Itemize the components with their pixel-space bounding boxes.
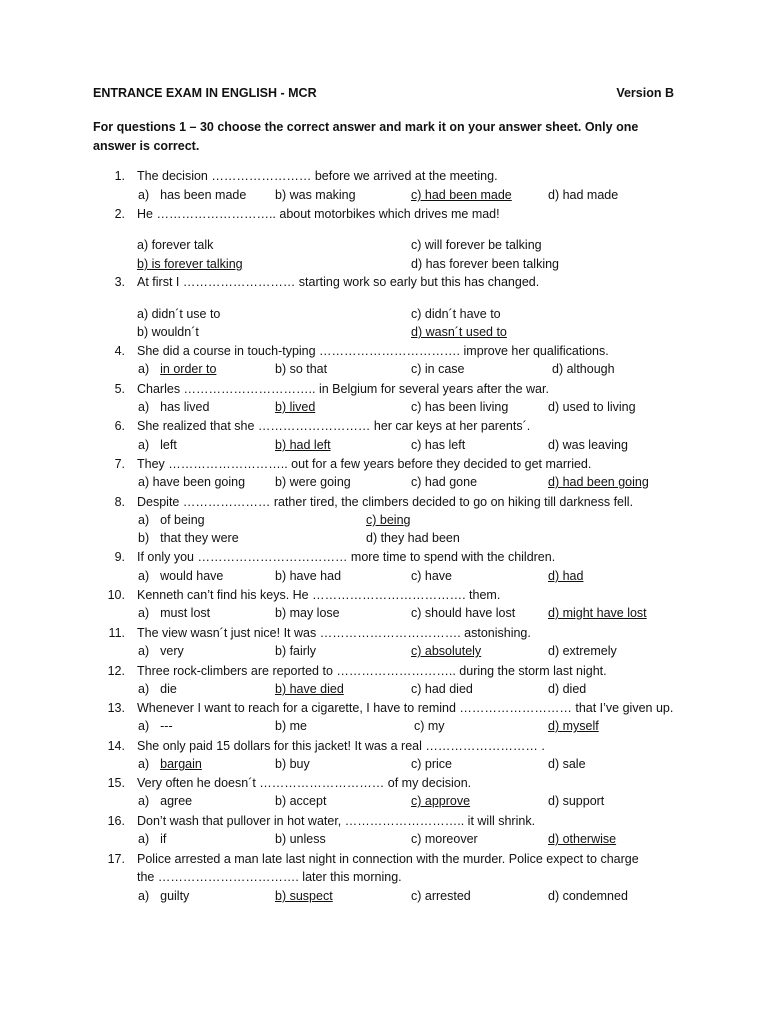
answer-option-correct[interactable] [411, 792, 470, 810]
answer-option-correct[interactable] [275, 680, 344, 698]
option-letter: a) [138, 644, 150, 658]
option-text: b) have had [275, 569, 342, 583]
question-text: Very often he doesn´t ………………………… of my decision. [137, 776, 472, 790]
question-text: If only you ……………………………… more time to spend with the children. [137, 550, 556, 564]
option-text: bargain [160, 757, 202, 771]
option-text: c) has left [411, 438, 466, 452]
option-text: b) had left [275, 438, 331, 452]
answer-option[interactable] [275, 473, 351, 491]
version-label: Version B [616, 86, 674, 100]
answer-option[interactable] [138, 186, 246, 204]
option-text: c) in case [411, 362, 465, 376]
option-text: b) wouldn´t [137, 325, 199, 339]
question-number: 6. [114, 419, 125, 433]
answer-option[interactable] [138, 792, 192, 810]
option-text: has been made [160, 188, 247, 202]
answer-option[interactable] [138, 830, 166, 848]
answer-option[interactable] [411, 305, 501, 323]
option-letter: a) [138, 569, 150, 583]
answer-option[interactable] [411, 436, 465, 454]
option-text: b) buy [275, 757, 310, 771]
question-number: 3. [114, 275, 125, 289]
answer-option[interactable] [138, 642, 184, 660]
option-text: d) has forever been talking [411, 257, 560, 271]
question-text: The decision …………………… before we arrived at the meeting. [137, 169, 498, 183]
answer-option-correct[interactable] [275, 887, 333, 905]
answer-option[interactable] [275, 186, 356, 204]
question-number: 5. [114, 382, 125, 396]
option-text: c) price [411, 757, 452, 771]
question-text: At first I ……………………… starting work so early but this has changed. [137, 275, 540, 289]
question-number: 11. [108, 626, 125, 640]
option-letter: a) [138, 682, 150, 696]
question-number: 9. [114, 550, 125, 564]
option-text: in order to [160, 362, 217, 376]
answer-option-correct[interactable] [548, 473, 649, 491]
option-letter: a) [138, 362, 150, 376]
question-text-continued: the ……………………………. later this morning. [137, 870, 402, 884]
option-letter: a) [138, 757, 150, 771]
answer-option-correct[interactable] [275, 398, 315, 416]
option-text: c) will forever be talking [411, 238, 542, 252]
answer-option[interactable] [552, 360, 615, 378]
option-text: b) fairly [275, 644, 316, 658]
option-text: b) may lose [275, 606, 340, 620]
option-letter: a) [138, 400, 150, 414]
option-letter: b) [138, 531, 150, 545]
answer-option[interactable] [411, 398, 508, 416]
question-number: 14. [107, 739, 125, 753]
answer-option-correct[interactable] [411, 323, 507, 341]
option-text: c) didn´t have to [411, 307, 501, 321]
option-letter: a) [138, 794, 150, 808]
question-number: 15. [107, 776, 125, 790]
answer-option-correct[interactable] [411, 642, 481, 660]
option-letter: a) [138, 719, 150, 733]
option-text: if [160, 832, 167, 846]
question-text: Don’t wash that pullover in hot water, ……………………….. it will shrink. [137, 814, 536, 828]
option-text: c) had died [411, 682, 473, 696]
option-text: b) were going [275, 475, 351, 489]
answer-option[interactable] [138, 529, 239, 547]
answer-option[interactable] [411, 360, 465, 378]
answer-option-correct[interactable] [275, 436, 331, 454]
option-text: b) so that [275, 362, 328, 376]
option-text: has lived [160, 400, 210, 414]
option-text: guilty [160, 889, 190, 903]
option-text: b) suspect [275, 889, 333, 903]
answer-option-correct[interactable] [548, 717, 599, 735]
question-text: She did a course in touch-typing ……………………………. improve her qualifications. [137, 344, 609, 358]
answer-option[interactable] [548, 792, 604, 810]
option-text: c) had gone [411, 475, 478, 489]
option-letter: a) [138, 832, 150, 846]
option-text: d) otherwise [548, 832, 617, 846]
answer-option[interactable] [138, 473, 245, 491]
answer-option[interactable] [137, 236, 213, 254]
answer-option[interactable] [138, 511, 205, 529]
question-number: 4. [114, 344, 125, 358]
answer-option[interactable] [411, 887, 471, 905]
answer-option[interactable] [548, 436, 628, 454]
answer-option[interactable] [138, 436, 177, 454]
answer-option[interactable] [275, 360, 327, 378]
answer-option[interactable] [138, 680, 177, 698]
answer-option[interactable] [411, 236, 542, 254]
option-text: c) moreover [411, 832, 478, 846]
answer-option[interactable] [275, 567, 341, 585]
question-number: 7. [114, 457, 125, 471]
option-text: --- [160, 719, 173, 733]
option-text: d) support [548, 794, 605, 808]
answer-option-correct[interactable] [366, 511, 410, 529]
option-text: d) had [548, 569, 584, 583]
option-text: c) absolutely [411, 644, 482, 658]
option-letter: a) [138, 889, 150, 903]
option-text: d) myself [548, 719, 599, 733]
answer-option[interactable] [275, 604, 340, 622]
question-text: She only paid 15 dollars for this jacket! It was a real ……………………… . [137, 739, 545, 753]
answer-option[interactable] [275, 792, 326, 810]
answer-option-correct[interactable] [548, 567, 583, 585]
question-text: Three rock-climbers are reported to ……………………….. during the storm last night. [137, 664, 607, 678]
answer-option[interactable] [548, 680, 586, 698]
answer-option[interactable] [411, 604, 515, 622]
question-text: Kenneth can’t find his keys. He ………………………………. them. [137, 588, 501, 602]
option-letter: a) [138, 438, 150, 452]
question-text: Charles ………………………….. in Belgium for several years after the war. [137, 382, 549, 396]
answer-option[interactable] [411, 255, 559, 273]
option-text: d) sale [548, 757, 586, 771]
question-text: He ……………………….. about motorbikes which drives me mad! [137, 207, 500, 221]
option-letter: a) [138, 513, 150, 527]
option-text: a) forever talk [137, 238, 214, 252]
option-text: d) had made [548, 188, 619, 202]
option-text: c) being [366, 513, 411, 527]
option-text: d) used to living [548, 400, 636, 414]
answer-option[interactable] [137, 305, 220, 323]
option-text: b) is forever talking [137, 257, 243, 271]
option-text: agree [160, 794, 193, 808]
answer-option-correct[interactable] [138, 755, 202, 773]
answer-option[interactable] [366, 529, 460, 547]
option-text: c) should have lost [411, 606, 516, 620]
answer-option-correct[interactable] [138, 360, 216, 378]
option-text: a) have been going [138, 475, 246, 489]
option-text: d) although [552, 362, 615, 376]
option-text: c) my [414, 719, 445, 733]
question-number: 10. [107, 588, 125, 602]
answer-option-correct[interactable] [548, 604, 647, 622]
answer-option[interactable] [411, 473, 477, 491]
header [93, 86, 674, 104]
answer-option[interactable] [138, 887, 189, 905]
option-letter: a) [138, 188, 150, 202]
option-text: must lost [160, 606, 211, 620]
question-text: Police arrested a man late last night in connection with the murder. Police expect to charge [137, 852, 639, 866]
answer-option-correct[interactable] [137, 255, 243, 273]
instructions: For questions 1 – 30 choose the correct answer and mark it on your answer sheet. Only one answer is correct. [93, 120, 639, 153]
question-number: 2. [114, 207, 125, 221]
option-text: very [160, 644, 184, 658]
option-text: b) lived [275, 400, 316, 414]
option-text: b) unless [275, 832, 326, 846]
answer-option[interactable] [411, 755, 452, 773]
option-text: c) has been living [411, 400, 509, 414]
option-text: d) was leaving [548, 438, 628, 452]
answer-option[interactable] [138, 398, 209, 416]
answer-option[interactable] [548, 398, 636, 416]
option-text: b) was making [275, 188, 356, 202]
answer-option[interactable] [275, 717, 307, 735]
answer-option[interactable] [275, 830, 326, 848]
question-text: Despite ………………… rather tired, the climbers decided to go on hiking till darkness fell. [137, 495, 634, 509]
option-text: d) condemned [548, 889, 628, 903]
question-number: 12. [107, 664, 125, 678]
option-letter: a) [138, 606, 150, 620]
question-number: 13. [107, 701, 125, 715]
question-number: 17. [107, 852, 125, 866]
option-text: b) accept [275, 794, 327, 808]
answer-option[interactable] [138, 604, 210, 622]
option-text: die [160, 682, 177, 696]
answer-option[interactable] [411, 830, 478, 848]
question-number: 8. [114, 495, 125, 509]
option-text: c) have [411, 569, 452, 583]
option-text: d) died [548, 682, 587, 696]
question-text: Whenever I want to reach for a cigarette, I have to remind ……………………… that I’ve given up. [137, 701, 674, 715]
answer-option[interactable] [138, 567, 223, 585]
question-text: They ……………………….. out for a few years before they decided to get married. [137, 457, 592, 471]
answer-option[interactable] [138, 717, 173, 735]
exam-title: ENTRANCE EXAM IN ENGLISH - MCR [93, 86, 317, 100]
question-number: 16. [107, 814, 125, 828]
option-text: b) me [275, 719, 307, 733]
question-text: She realized that she ……………………… her car keys at her parents´. [137, 419, 531, 433]
option-text: b) have died [275, 682, 344, 696]
option-text: c) approve [411, 794, 471, 808]
answer-option[interactable] [275, 755, 310, 773]
answer-option[interactable] [414, 717, 445, 735]
option-text: that they were [160, 531, 239, 545]
question-text: The view wasn´t just nice! It was ……………………………. astonishing. [137, 626, 531, 640]
answer-option[interactable] [548, 186, 618, 204]
option-text: d) might have lost [548, 606, 647, 620]
answer-option[interactable] [548, 642, 617, 660]
answer-option[interactable] [548, 887, 628, 905]
question-number: 1. [114, 169, 125, 183]
answer-option-correct[interactable] [411, 186, 512, 204]
option-text: of being [160, 513, 205, 527]
answer-option[interactable] [137, 323, 199, 341]
answer-option[interactable] [411, 567, 452, 585]
option-text: d) they had been [366, 531, 460, 545]
answer-option[interactable] [411, 680, 473, 698]
option-text: would have [160, 569, 224, 583]
option-text: d) had been going [548, 475, 649, 489]
answer-option[interactable] [548, 755, 586, 773]
answer-option[interactable] [275, 642, 316, 660]
option-text: c) arrested [411, 889, 471, 903]
option-text: a) didn´t use to [137, 307, 221, 321]
option-text: d) extremely [548, 644, 617, 658]
option-text: d) wasn´t used to [411, 325, 507, 339]
option-text: c) had been made [411, 188, 512, 202]
option-text: left [160, 438, 177, 452]
answer-option-correct[interactable] [548, 830, 616, 848]
